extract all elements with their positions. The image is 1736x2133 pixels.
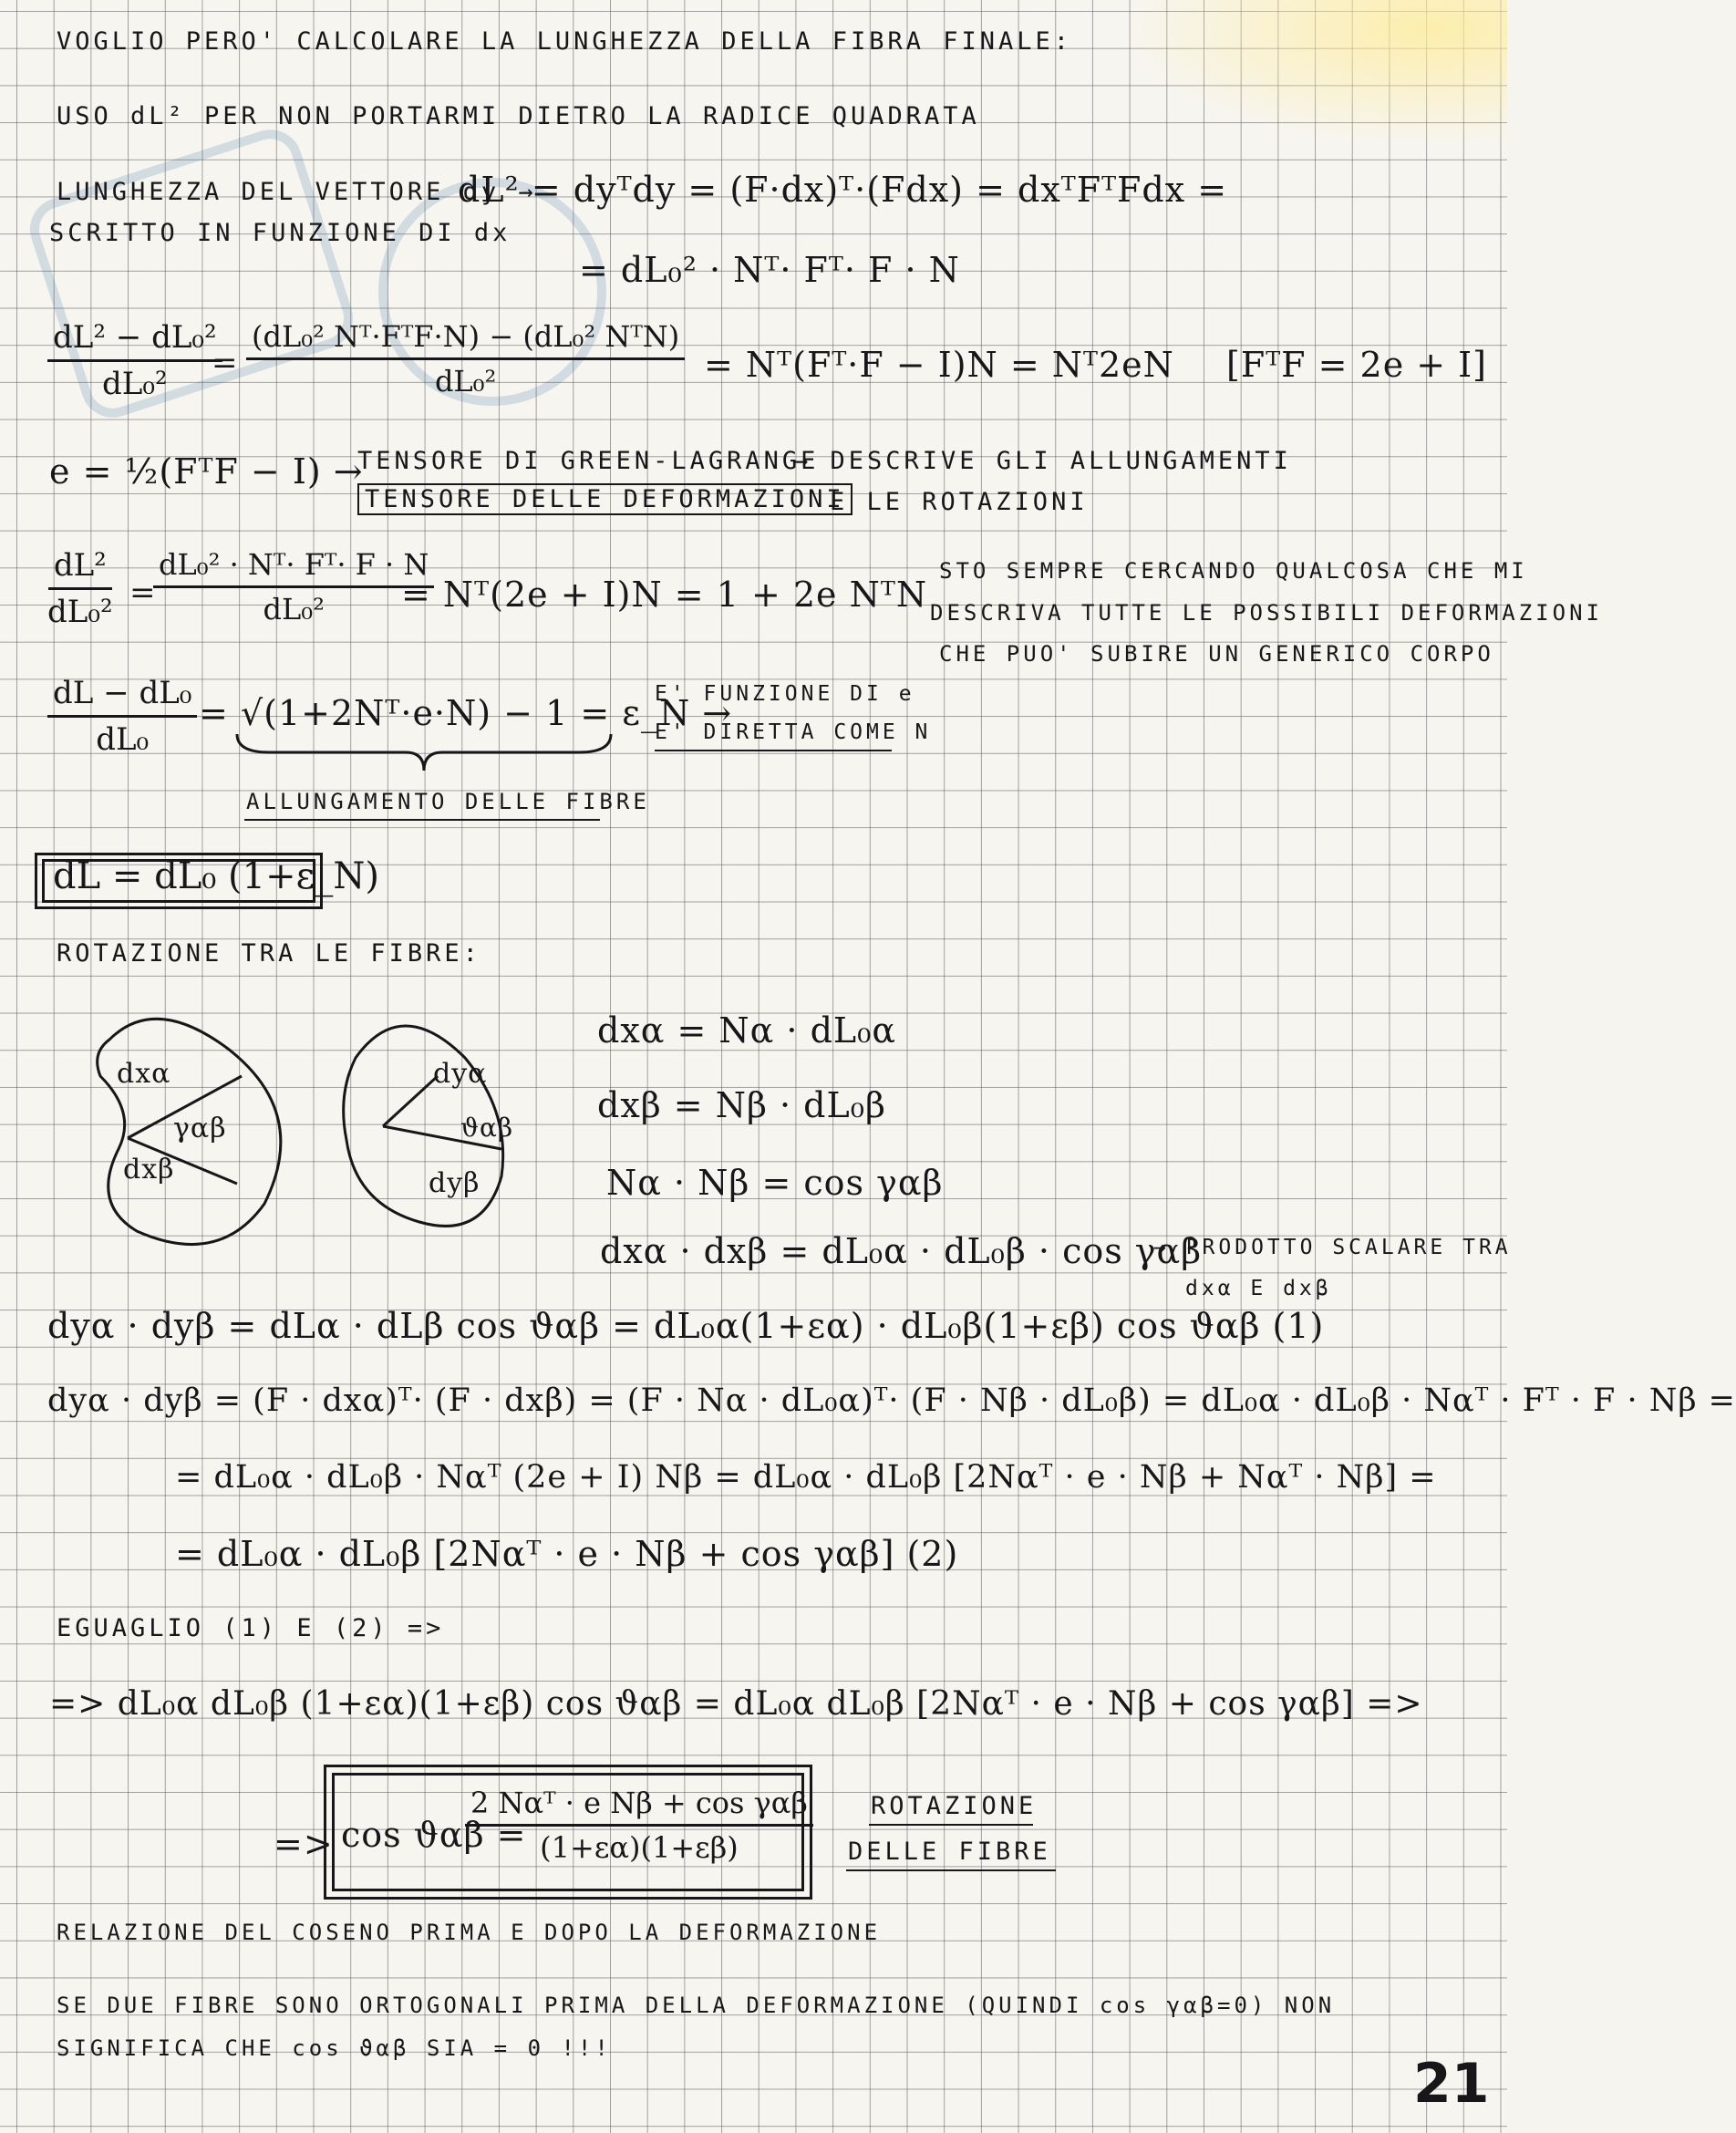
underline [244, 819, 600, 821]
eq-dy-product: dyα · dyβ = (F · dxα)ᵀ· (F · dxβ) = (F · Nα · dL₀α)ᵀ· (F · Nβ · dL₀β) = dL₀α · dL₀β · Nαᵀ · Fᵀ · F · Nβ = [47, 1382, 1736, 1419]
label-rotazione: ROTAZIONE [871, 1792, 1038, 1820]
note-line-1: STO SEMPRE CERCANDO QUALCOSA CHE MI [939, 558, 1528, 584]
text-significa: SIGNIFICA CHE cos ϑαβ SIA = 0 !!! [57, 2035, 612, 2061]
eq-dl2-dl0: = dL₀² · Nᵀ· Fᵀ· F · N [579, 250, 960, 290]
underline [846, 1869, 1056, 1871]
eq-ntzen: = Nᵀ(Fᵀ·F − I)N = Nᵀ2eN [704, 345, 1174, 385]
frac-den: dL₀² [47, 594, 113, 630]
text-scritto-in-funzione: SCRITTO IN FUNZIONE DI dx [49, 219, 512, 247]
frac-num: dL² − dL₀² [47, 319, 222, 362]
equals-sign: = [129, 575, 157, 611]
frac-dl2-minus-dl0 [47, 319, 222, 402]
text-se-due-fibre: SE DUE FIBRE SONO ORTOGONALI PRIMA DELLA DEFORMAZIONE (QUINDI cos γαβ=0) NON [57, 1993, 1336, 2018]
label-dxbeta: dxβ [123, 1154, 175, 1186]
frac-cos-theta [465, 1786, 813, 1865]
eq-1: dyα · dyβ = dLα · dLβ cos ϑαβ = dL₀α(1+εα) · dL₀β(1+εβ) cos ϑαβ (1) [47, 1306, 1325, 1346]
frac-num: dL − dL₀ [47, 675, 197, 718]
label-tensore-deformazioni: TENSORE DELLE DEFORMAZIONI [357, 483, 852, 515]
heading-line-2: USO dL² PER NON PORTARMI DIETRO LA RADICE QUADRATA [57, 102, 980, 130]
eq-equality: => dL₀α dL₀β (1+εα)(1+εβ) cos ϑαβ = dL₀α dL₀β [2Nαᵀ · e · Nβ + cos γαβ] => [49, 1685, 1423, 1723]
frac-num: 2 Nαᵀ · e Nβ + cos γαβ [465, 1786, 813, 1827]
label-prodotto-scalare: → PRODOTTO SCALARE TRA [1153, 1236, 1512, 1259]
frac-den: dL₀² [434, 364, 497, 399]
label-delle-fibre: DELLE FIBRE [848, 1838, 1051, 1866]
label-allungamento-fibre: ALLUNGAMENTO DELLE FIBRE [246, 789, 650, 814]
heading-line-1: VOGLIO PERO' CALCOLARE LA LUNGHEZZA DELLA FIBRA FINALE: [57, 27, 1073, 56]
eq-dy-step2: = dL₀α · dL₀β · Nαᵀ (2e + I) Nβ = dL₀α · dL₀β [2Nαᵀ · e · Nβ + Nαᵀ · Nβ] = [175, 1459, 1437, 1496]
eq-nt2eplusin: = Nᵀ(2e + I)N = 1 + 2e NᵀN [401, 575, 928, 615]
frac-expanded [246, 319, 685, 399]
fibre-alpha-deformed [383, 1076, 438, 1126]
frac-den: dL₀² [102, 366, 168, 402]
implies-sign: => [274, 1824, 334, 1864]
eq-2: = dL₀α · dL₀β [2Nαᵀ · e · Nβ + cos γαβ] (2) [175, 1534, 959, 1574]
note-line-3: CHE PUO' SUBIRE UN GENERICO CORPO [939, 641, 1494, 667]
label-tensore-green-lagrange: TENSORE DI GREEN-LAGRANGE [357, 447, 820, 475]
eq-green-lagrange: e = ½(FᵀF − I) → [49, 451, 364, 492]
label-gamma: γαβ [173, 1113, 227, 1144]
paper-stain [1124, 0, 1507, 146]
label-funzione-di-e: E' FUNZIONE DI e [655, 682, 915, 706]
eq-ftf-bracket: [FᵀF = 2e + I] [1226, 345, 1488, 385]
label-dxalpha: dxα [117, 1058, 171, 1090]
label-dybeta: dyβ [429, 1167, 480, 1199]
frac-den: dL₀ [96, 721, 150, 758]
frac-num: dL₀² · Nᵀ· Fᵀ· F · N [153, 547, 434, 588]
frac-den: dL₀² [263, 592, 325, 626]
eq-dl-boxed: dL = dL₀ (1+ε_N) [53, 855, 379, 897]
frac-den: (1+εα)(1+εβ) [540, 1830, 739, 1865]
label-dxa-e-dxb: dxα E dxβ [1185, 1277, 1332, 1300]
frac-dl-minus-dl0 [47, 675, 197, 758]
note-line-2: DESCRIVA TUTTE LE POSSIBILI DEFORMAZIONI [930, 600, 1603, 626]
label-theta: ϑαβ [460, 1113, 514, 1143]
eq-cos-theta: cos ϑαβ = [341, 1815, 527, 1855]
eq-dxalpha: dxα = Nα · dL₀α [597, 1010, 897, 1051]
eq-na-nb: Nα · Nβ = cos γαβ [606, 1163, 944, 1203]
text-eguaglio: EGUAGLIO (1) E (2) => [57, 1614, 445, 1642]
frac-dl2-over-dl02 [47, 547, 113, 630]
frac-num: (dL₀² Nᵀ·FᵀF·N) − (dL₀² NᵀN) [246, 319, 685, 360]
frac-num: dL² [48, 547, 112, 590]
text-lunghezza-vettore: LUNGHEZZA DEL VETTORE dy → [57, 178, 537, 206]
text-relazione-coseno: RELAZIONE DEL COSENO PRIMA E DOPO LA DEFORMAZIONE [57, 1920, 882, 1945]
eq-dl2-expansion: dL² = dyᵀdy = (F·dx)ᵀ·(Fdx) = dxᵀFᵀFdx = [458, 170, 1228, 210]
eq-dxa-dxb: dxα · dxβ = dL₀α · dL₀β · cos γαβ [600, 1231, 1203, 1271]
eq-dxbeta: dxβ = Nβ · dL₀β [597, 1085, 886, 1125]
heading-rotazione-fibre: ROTAZIONE TRA LE FIBRE: [57, 939, 481, 968]
brace-under [232, 730, 615, 775]
underline [655, 750, 892, 751]
label-e-le-rotazioni: E LE ROTAZIONI [830, 488, 1089, 516]
page-number: 21 [1413, 2052, 1490, 2116]
label-dyalpha: dyα [433, 1058, 488, 1090]
label-diretta-come-n: E' DIRETTA COME N [655, 720, 932, 744]
equals-sign: = [212, 345, 239, 381]
frac-dl02-ntftfn [153, 547, 434, 626]
eq-epsilon-n: = √(1+2Nᵀ·e·N) − 1 = ε_N → [199, 693, 733, 733]
label-descrive-allungamenti: → DESCRIVE GLI ALLUNGAMENTI [793, 447, 1292, 475]
underline [869, 1824, 1033, 1826]
